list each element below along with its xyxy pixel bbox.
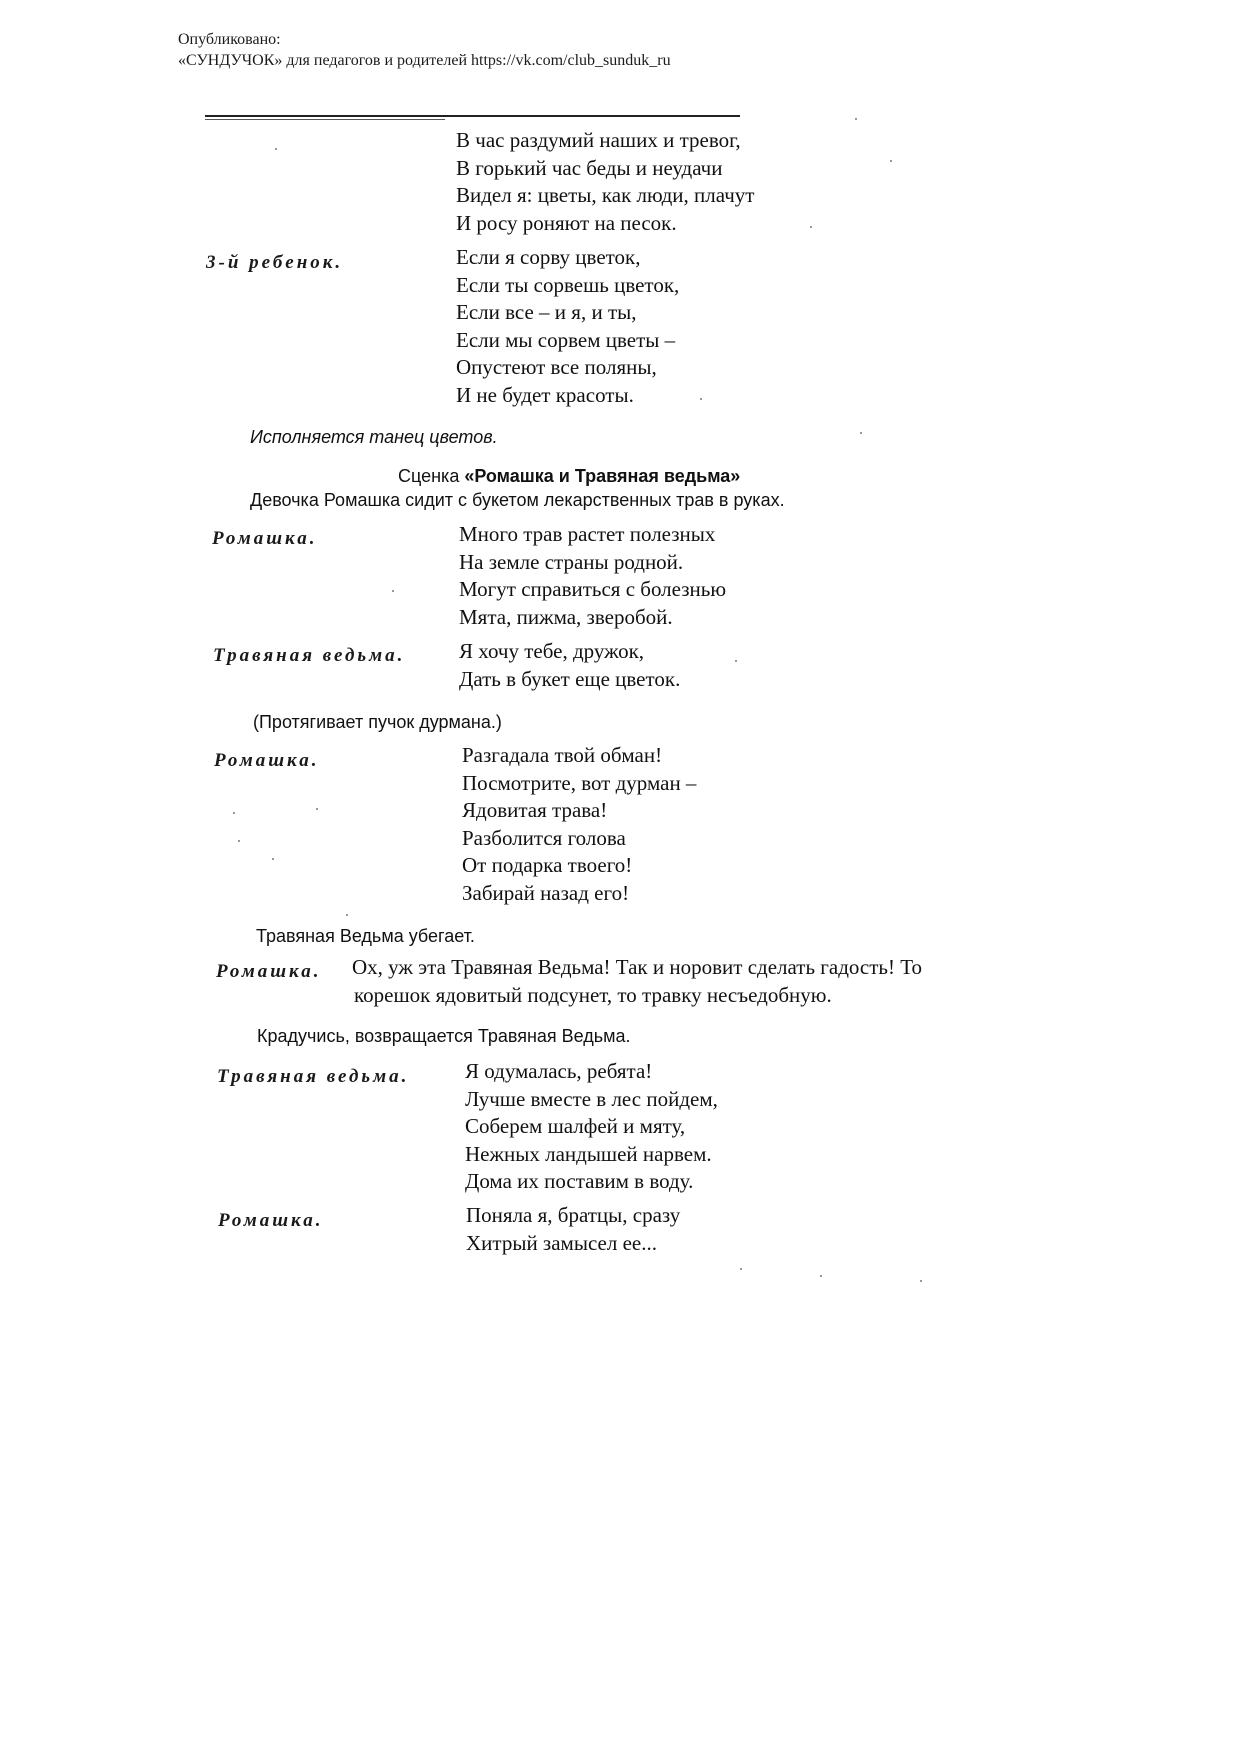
verse-line: Я одумалась, ребята! xyxy=(465,1059,653,1083)
top-rule xyxy=(205,115,740,117)
scan-speck xyxy=(392,590,394,592)
speaker-romashka: Ромашка. xyxy=(212,528,318,549)
verse-line: Опустеют все поляны, xyxy=(456,355,657,379)
verse-line: Нежных ландышей нарвем. xyxy=(465,1141,712,1166)
verse-line: В горький час беды и неудачи xyxy=(456,155,723,180)
scan-speck xyxy=(272,858,274,860)
verse-line: Забирай назад его! xyxy=(462,880,630,905)
scan-speck xyxy=(346,914,348,916)
scene-title-prefix: Сценка xyxy=(398,466,465,486)
scan-speck xyxy=(740,1268,742,1270)
verse-line: Я хочу тебе, дружок, xyxy=(459,639,645,663)
verse-line: Если я сорву цветок, xyxy=(456,245,641,269)
verse-line: Дать в букет еще цветок. xyxy=(459,666,681,691)
verse-line: Мята, пижма, зверобой. xyxy=(459,604,673,629)
verse-line: Видел я: цветы, как люди, плачут xyxy=(456,183,755,207)
romashka-stanza-2 xyxy=(462,742,696,907)
source-line: «СУНДУЧОК» для педагогов и родителей https://vk.com/club_sunduk_ru xyxy=(178,52,671,69)
scan-speck xyxy=(810,226,812,228)
scan-speck xyxy=(735,660,737,662)
speaker-romashka: Ромашка. xyxy=(214,750,320,771)
scan-speck xyxy=(855,118,857,120)
scan-speck xyxy=(920,1280,922,1282)
top-rule-secondary xyxy=(205,119,445,120)
speaker-romashka: Ромашка. xyxy=(218,1210,324,1231)
verse-line: Много трав растет полезных xyxy=(459,522,716,546)
scan-speck xyxy=(233,812,235,814)
scene-title xyxy=(398,466,740,487)
scan-speck xyxy=(275,148,277,150)
stage-direction-runs-away: Травяная Ведьма убегает. xyxy=(256,926,475,946)
verse-line: В час раздумий наших и тревог, xyxy=(456,128,741,152)
verse-line: Посмотрите, вот дурман – xyxy=(462,770,697,795)
verse-line: Поняла я, братцы, сразу xyxy=(466,1203,681,1227)
verse-line: Разболится голова xyxy=(462,825,626,850)
scene-description: Девочка Ромашка сидит с букетом лекарственных трав в руках. xyxy=(250,490,785,510)
verse-line: Могут справиться с болезнью xyxy=(459,577,727,601)
scene-title-name: «Ромашка и Травяная ведьма» xyxy=(464,466,741,486)
witch-stanza-2 xyxy=(465,1058,718,1196)
speaker-herbal-witch: Травяная ведьма. xyxy=(217,1066,410,1087)
scan-speck xyxy=(820,1275,822,1277)
verse-line: Если ты сорвешь цветок, xyxy=(456,272,680,297)
verse-line: И не будет красоты. xyxy=(456,382,634,407)
romashka-stanza-4 xyxy=(466,1202,680,1257)
verse-line: Хитрый замысел ее... xyxy=(466,1230,657,1255)
stage-direction-dance: Исполняется танец цветов. xyxy=(250,427,498,447)
verse-line: От подарка твоего! xyxy=(462,853,633,877)
verse-line: На земле страны родной. xyxy=(459,549,684,574)
verse-line: Разгадала твой обман! xyxy=(462,743,663,767)
romashka-prose-line-2: корешок ядовитый подсунет, то травку несъедобную. xyxy=(354,983,832,1007)
third-child-stanza xyxy=(456,244,679,409)
speaker-third-child: 3-й ребенок. xyxy=(206,252,344,273)
scan-speck xyxy=(238,840,240,842)
verse-line: И росу роняют на песок. xyxy=(456,210,677,235)
romashka-stanza-1 xyxy=(459,521,726,631)
published-label: Опубликовано: xyxy=(178,31,281,48)
scan-speck xyxy=(316,808,318,810)
witch-stanza-1 xyxy=(459,638,680,693)
verse-line: Лучше вместе в лес пойдем, xyxy=(465,1086,718,1111)
verse-line: Если мы сорвем цветы – xyxy=(456,327,676,352)
romashka-prose-line-1: Ох, уж эта Травяная Ведьма! Так и норовит сделать гадость! То xyxy=(352,955,922,979)
verse-line: Если все – и я, и ты, xyxy=(456,300,637,324)
verse-line: Соберем шалфей и мяту, xyxy=(465,1114,686,1138)
verse-line: Дома их поставим в воду. xyxy=(465,1169,694,1193)
stage-direction-datura: (Протягивает пучок дурмана.) xyxy=(253,712,502,732)
intro-stanza xyxy=(456,127,754,237)
speaker-romashka: Ромашка. xyxy=(216,961,322,982)
speaker-herbal-witch: Травяная ведьма. xyxy=(213,645,406,666)
scan-speck xyxy=(700,398,702,400)
scan-speck xyxy=(890,160,892,162)
scan-speck xyxy=(860,432,862,434)
verse-line: Ядовитая трава! xyxy=(462,798,608,822)
stage-direction-returns: Крадучись, возвращается Травяная Ведьма. xyxy=(257,1026,631,1046)
